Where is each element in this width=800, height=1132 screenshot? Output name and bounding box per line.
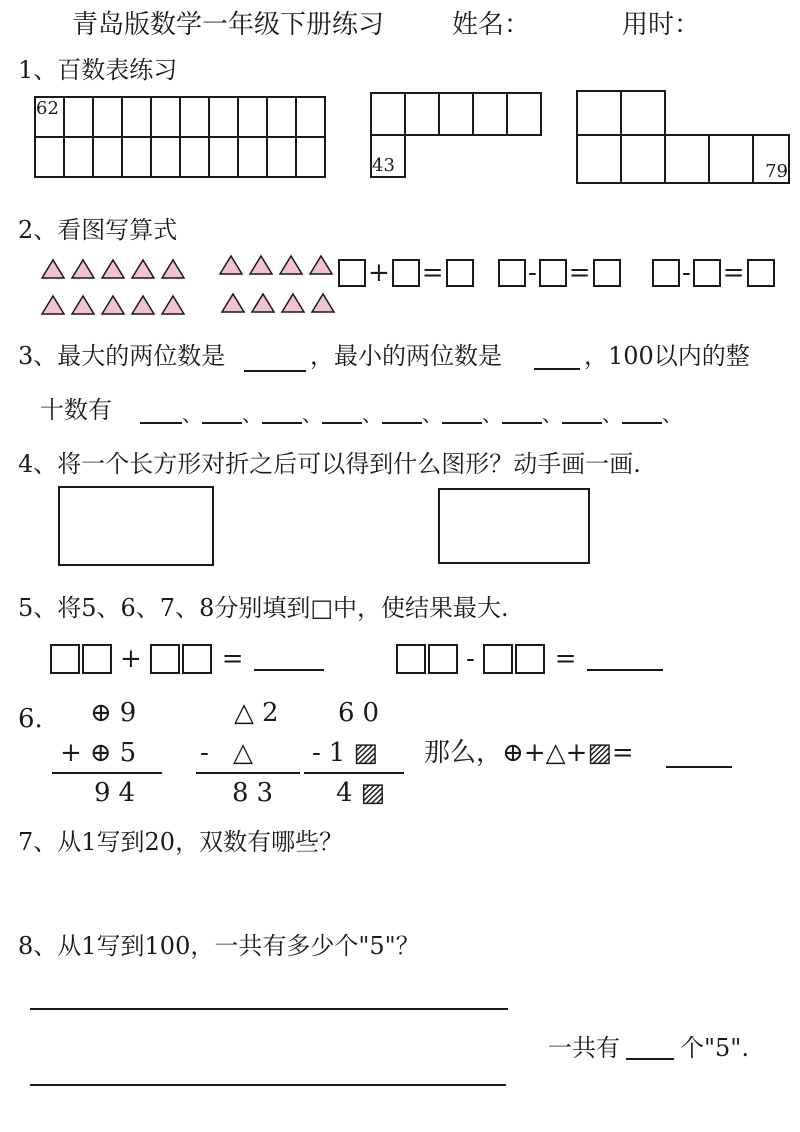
q1-label: 1、百数表练习 (18, 56, 178, 84)
triangle-group-2 (218, 254, 342, 280)
q2-label: 2、看图写算式 (18, 216, 178, 244)
grid-cell[interactable] (64, 137, 93, 177)
answer-line[interactable] (30, 1008, 508, 1010)
answer-box[interactable] (150, 644, 180, 674)
separator: 、 (242, 402, 262, 426)
answer-box[interactable] (693, 259, 721, 287)
answer-blank[interactable] (322, 418, 362, 424)
q6-problem1-top: ⊕9 (90, 698, 145, 728)
q2-subtraction-equation-1 (498, 258, 621, 288)
answer-box[interactable] (428, 644, 458, 674)
equals-sign: = (568, 258, 591, 288)
grid3-value: 79 (765, 161, 788, 182)
q6-label: 6. (18, 704, 43, 734)
q3-line1-a: 3、最大的两位数是 (18, 342, 226, 370)
q6-then-text: 那么，⊕+△+▨= (424, 738, 634, 768)
grid-cell[interactable] (180, 97, 209, 137)
q6-problem1-bot: 94 (94, 778, 144, 808)
grid-cell[interactable] (709, 135, 753, 183)
answer-box[interactable] (392, 259, 420, 287)
answer-box[interactable] (50, 644, 80, 674)
grid-cell[interactable] (151, 97, 180, 137)
answer-blank[interactable] (202, 418, 242, 424)
answer-box[interactable] (82, 644, 112, 674)
answer-box[interactable] (498, 259, 526, 287)
grid-cell[interactable] (621, 91, 665, 135)
q6-problem1-line (52, 772, 162, 774)
answer-box[interactable] (515, 644, 545, 674)
minus-sign: - (466, 644, 475, 674)
answer-box[interactable] (338, 259, 366, 287)
answer-box[interactable] (539, 259, 567, 287)
answer-box[interactable] (747, 259, 775, 287)
separator: 、 (602, 402, 622, 426)
answer-blank[interactable] (534, 368, 580, 370)
separator: 、 (542, 402, 562, 426)
answer-blank[interactable] (622, 418, 662, 424)
answer-blank[interactable] (262, 418, 302, 424)
grid-cell[interactable] (122, 137, 151, 177)
grid-cell[interactable] (267, 97, 296, 137)
grid1-given-cell: 62 (35, 97, 64, 137)
grid-cell[interactable] (209, 137, 238, 177)
answer-blank[interactable] (562, 418, 602, 424)
triangle-group-3 (40, 294, 190, 320)
q8-answer-a: 一共有 (548, 1034, 620, 1062)
grid-cell[interactable] (238, 137, 267, 177)
answer-box[interactable] (652, 259, 680, 287)
grid-cell[interactable] (35, 137, 64, 177)
separator: 、 (302, 402, 322, 426)
name-label: 姓名： (452, 10, 531, 40)
q6-problem2-mid: - △ (200, 738, 262, 768)
triangle-group-1 (40, 258, 190, 284)
grid2-given-cell (371, 135, 405, 177)
minus-sign: - (528, 258, 537, 288)
q3-line1-b: ，最小的两位数是 (310, 342, 502, 370)
equals-sign: = (722, 258, 745, 288)
grid-cell[interactable] (209, 97, 238, 137)
equals-sign: = (221, 644, 244, 674)
separator: 、 (182, 402, 202, 426)
hundred-grid-1 (34, 96, 326, 178)
separator: 、 (662, 402, 682, 426)
answer-box[interactable] (446, 259, 474, 287)
q2-subtraction-equation-2 (652, 258, 775, 288)
grid-cell[interactable] (473, 93, 507, 135)
rectangle-drawing-2[interactable] (438, 488, 590, 564)
q8-label: 8、从1写到100，一共有多少个"5"？ (18, 932, 420, 960)
time-label: 用时： (622, 10, 701, 40)
grid-cell[interactable] (439, 93, 473, 135)
grid2-value: 43 (372, 155, 395, 176)
grid-cell[interactable] (180, 137, 209, 177)
grid-cell[interactable] (577, 91, 621, 135)
grid-cell[interactable] (267, 137, 296, 177)
triangle-group-4 (220, 292, 344, 318)
grid-cell[interactable] (405, 93, 439, 135)
grid-cell[interactable] (93, 137, 122, 177)
q6-problem3-mid: -1▨ (312, 738, 386, 768)
minus-sign: - (682, 258, 691, 288)
answer-blank[interactable] (587, 647, 663, 671)
triangle-icon (40, 258, 190, 280)
grid-cell[interactable] (371, 93, 405, 135)
triangle-icon (218, 254, 342, 276)
grid-cell[interactable] (296, 97, 325, 137)
hundred-grid-2 (370, 92, 542, 178)
equals-sign: = (554, 644, 577, 674)
answer-box[interactable] (396, 644, 426, 674)
q8-answer-b: 个"5". (680, 1034, 749, 1062)
answer-blank[interactable] (254, 647, 324, 671)
q6-problem3-line (304, 772, 404, 774)
grid-cell[interactable] (621, 135, 665, 183)
grid3-given-cell (753, 135, 789, 183)
rectangle-drawing-1[interactable] (58, 486, 214, 566)
grid-cell[interactable] (93, 97, 122, 137)
grid-cell[interactable] (238, 97, 267, 137)
separator: 、 (362, 402, 382, 426)
q7-label: 7、从1写到20，双数有哪些？ (18, 828, 344, 856)
plus-sign: + (120, 644, 142, 674)
separator: 、 (482, 402, 502, 426)
page-title: 青岛版数学一年级下册练习 (72, 10, 385, 40)
grid-cell[interactable] (296, 137, 325, 177)
q5-subtraction-equation (396, 644, 663, 674)
equals-sign: = (421, 258, 444, 288)
answer-blank[interactable] (442, 418, 482, 424)
grid-cell[interactable] (507, 93, 541, 135)
q6-problem3-top: 60 (338, 698, 388, 728)
separator: 、 (422, 402, 442, 426)
answer-box[interactable] (182, 644, 212, 674)
q5-addition-equation (50, 644, 324, 674)
q3-blank-row (140, 404, 682, 424)
grid-cell[interactable] (151, 137, 180, 177)
q3-line2: 十数有 (40, 396, 112, 424)
answer-box[interactable] (593, 259, 621, 287)
q6-problem1-mid: +⊕5 (60, 738, 145, 768)
q5-label: 5、将5、6、7、8分别填到□中，使结果最大. (18, 594, 509, 622)
grid-cell[interactable] (665, 135, 709, 183)
q6-problem3-bot: 4▨ (336, 778, 394, 808)
plus-sign: + (368, 258, 390, 288)
q4-label: 4、将一个长方形对折之后可以得到什么图形？动手画一画. (18, 450, 641, 478)
triangle-icon (40, 294, 190, 316)
answer-blank[interactable] (626, 1058, 674, 1060)
answer-blank[interactable] (140, 418, 182, 424)
grid-cell[interactable] (64, 97, 93, 137)
answer-blank[interactable] (244, 370, 306, 372)
q2-addition-equation (338, 258, 474, 288)
triangle-icon (220, 292, 344, 314)
answer-blank[interactable] (502, 418, 542, 424)
answer-blank[interactable] (666, 766, 732, 768)
q3-line1-c: ，100以内的整 (584, 342, 750, 370)
hundred-grid-3 (576, 90, 790, 184)
grid-cell[interactable] (577, 135, 621, 183)
answer-box[interactable] (483, 644, 513, 674)
answer-blank[interactable] (382, 418, 422, 424)
q6-problem2-top: △2 (234, 698, 287, 728)
q6-problem2-bot: 83 (232, 778, 282, 808)
answer-line[interactable] (30, 1084, 506, 1086)
q6-problem2-line (196, 772, 300, 774)
grid-cell[interactable] (122, 97, 151, 137)
